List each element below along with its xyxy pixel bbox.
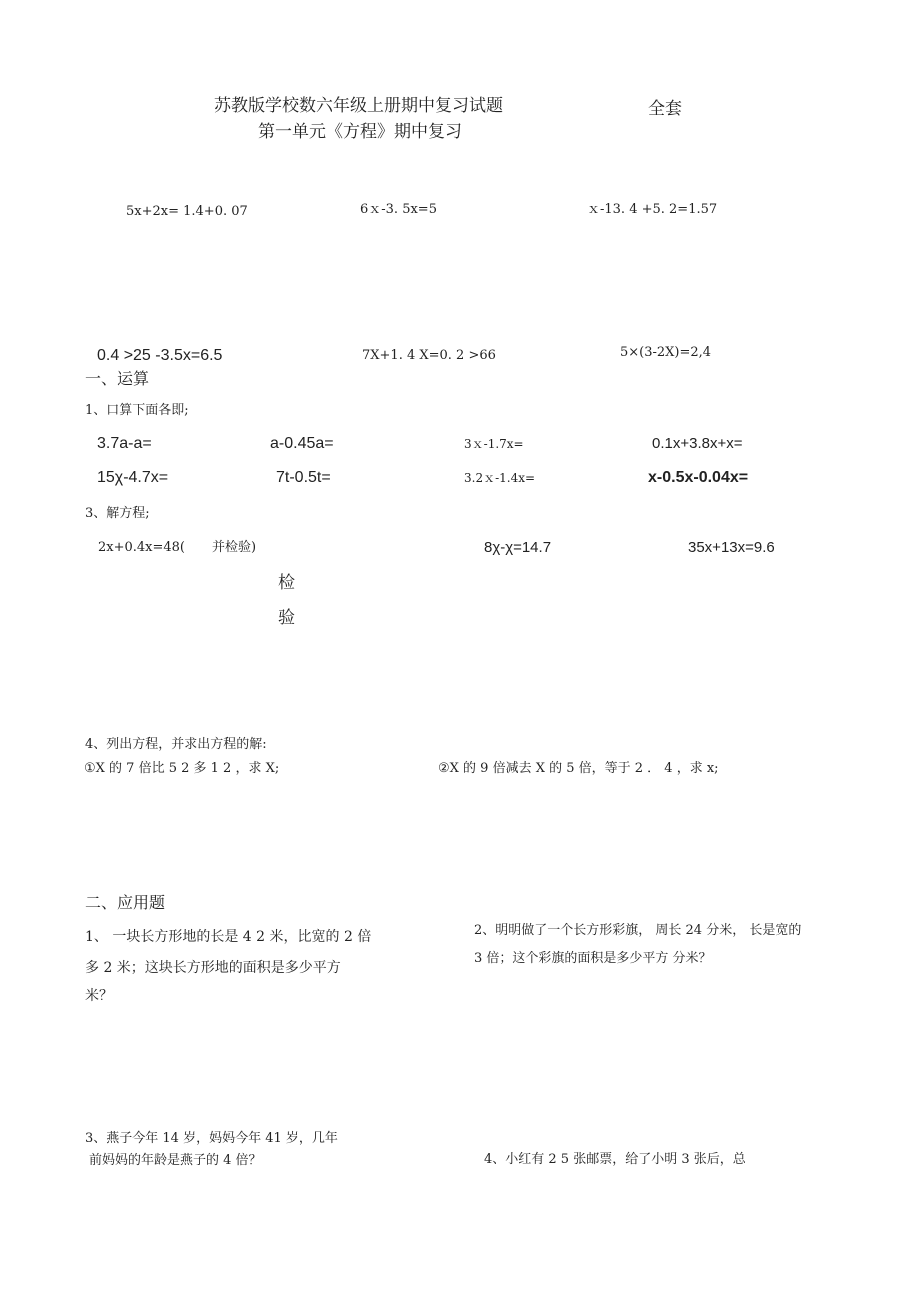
problem-2-line-1: 2、明明做了一个长方形彩旗， 周长 24 分米， 长是宽的 [474, 923, 802, 938]
page-title: 苏教版学校数六年级上册期中复习试题 [214, 96, 503, 116]
mental-calc-4: 0.1x+3.8x+x= [652, 435, 743, 452]
problem-4-line-1: 4、小红有 2 5 张邮票，给了小明 3 张后，总 [484, 1152, 746, 1167]
problem-1-line-1: 1、 一块长方形地的长是 4 2 米，比宽的 2 倍 [85, 929, 372, 945]
problem-3-line-2: 前妈妈的年龄是燕子的 4 倍？ [89, 1153, 262, 1168]
mental-calc-8: x-0.5x-0.04x= [648, 469, 749, 486]
problem-2-line-2: 3 倍；这个彩旗的面积是多少平方 分米？ [474, 951, 712, 966]
equation-3: ｘ-13. 4 +5. 2=1.57 [587, 202, 718, 217]
equation-2: 6ｘ-3. 5x=5 [360, 202, 437, 217]
solve-equation-3: 35x+13x=9.6 [688, 539, 775, 556]
problem-3-line-1: 3、燕子今年 14 岁，妈妈今年 41 岁，几年 [85, 1131, 338, 1146]
question-4-item-1: ①X 的 7 倍比 5 2 多 1 2 ，求 X; [84, 761, 280, 776]
title-suffix: 全套 [648, 99, 682, 119]
question-1-title: 1、口算下面各即; [85, 403, 189, 418]
question-3-title: 3、解方程; [85, 506, 150, 521]
mental-calc-7: 3.2ｘ-1.4x= [464, 471, 536, 485]
equation-5: 7X+1. 4 X=0. 2 >66 [362, 348, 496, 363]
equation-6: 5×(3-2X)=2,4 [620, 345, 712, 360]
question-4-item-2: ②X 的 9 倍减去 X 的 5 倍，等于 2 ． 4 ，求 x; [438, 761, 719, 776]
page-subtitle: 第一单元《方程》期中复习 [258, 122, 462, 142]
mental-calc-1: 3.7a-a= [97, 435, 152, 452]
equation-4: 0.4 >25 -3.5x=6.5 [97, 347, 223, 364]
problem-1-line-3: 米？ [85, 988, 113, 1004]
solve-equation-1: 2x+0.4x=48( [98, 540, 186, 555]
solve-equation-2: 8χ-χ=14.7 [484, 539, 552, 556]
section-heading-2: 二、应用题 [85, 893, 166, 912]
mental-calc-6: 7t-0.5t= [276, 469, 331, 486]
question-4-title: 4、列出方程，并求出方程的解: [85, 737, 267, 752]
mental-calc-2: a-0.45a= [270, 435, 334, 452]
mental-calc-5: 15χ-4.7x= [97, 469, 169, 486]
check-label-1: 检 [278, 573, 295, 593]
problem-1-line-2: 多 2 米；这块长方形地的面积是多少平方 [85, 960, 341, 976]
equation-1: 5x+2x= 1.4+0. 07 [126, 204, 248, 219]
section-heading-1: 一、运算 [85, 369, 150, 388]
solve-equation-1-note: 并检验) [212, 540, 257, 555]
check-label-2: 验 [278, 608, 295, 628]
mental-calc-3: 3ｘ-1.7x= [464, 437, 524, 451]
